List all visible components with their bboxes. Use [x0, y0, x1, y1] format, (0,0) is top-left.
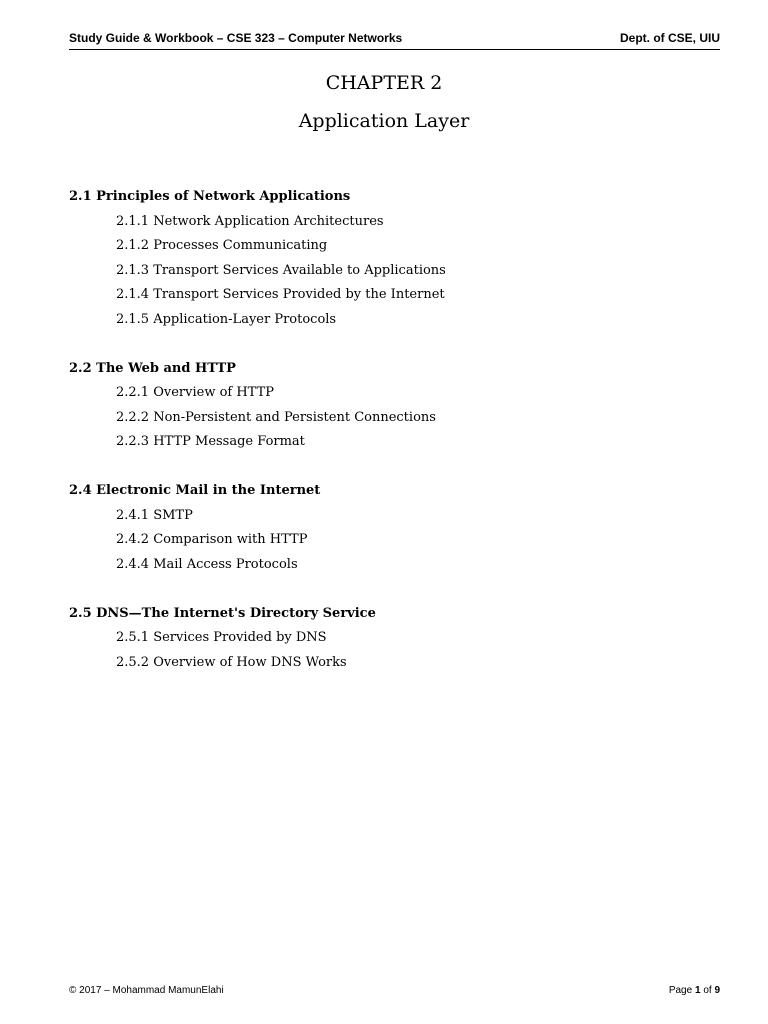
chapter-title: Application Layer — [298, 110, 470, 132]
section-title: 2.2 The Web and HTTP — [69, 360, 236, 376]
page-current: 1 — [694, 985, 701, 996]
toc-item: 2.4.4 Mail Access Protocols — [116, 556, 298, 572]
table-of-contents — [69, 185, 720, 700]
header-department: Dept. of CSE, UIU — [619, 31, 720, 45]
header-course-title: Study Guide & Workbook – CSE 323 – Computer Networks — [69, 31, 403, 45]
footer-copyright: © 2017 – Mohammad MamunElahi — [69, 985, 224, 996]
toc-section-2-5 — [69, 602, 720, 676]
toc-item: 2.4.1 SMTP — [116, 507, 193, 523]
toc-item: 2.1.2 Processes Communicating — [116, 238, 328, 253]
section-title: 2.4 Electronic Mail in the Internet — [69, 483, 321, 498]
page-header — [69, 29, 720, 50]
toc-item: 2.5.2 Overview of How DNS Works — [116, 654, 347, 670]
toc-item: 2.1.4 Transport Services Provided by the Internet — [116, 287, 445, 302]
section-title: 2.5 DNS—The Internet's Directory Service — [69, 605, 376, 621]
chapter-number: CHAPTER 2 — [325, 72, 443, 94]
toc-item: 2.1.1 Network Application Architectures — [116, 213, 384, 229]
toc-item: 2.4.2 Comparison with HTTP — [116, 532, 308, 547]
section-items — [69, 381, 720, 455]
toc-item: 2.5.1 Services Provided by DNS — [116, 630, 327, 645]
page-number — [669, 985, 720, 996]
toc-item: 2.2.1 Overview of HTTP — [116, 385, 275, 400]
section-items — [69, 210, 720, 333]
toc-section-2-2 — [69, 357, 720, 455]
page-total: 9 — [714, 985, 720, 996]
toc-item: 2.2.2 Non-Persistent and Persistent Connections — [116, 409, 436, 425]
page-of: of — [703, 985, 712, 996]
section-items — [69, 626, 720, 675]
toc-section-2-4 — [69, 479, 720, 577]
section-title: 2.1 Principles of Network Applications — [69, 189, 351, 204]
toc-section-2-1 — [69, 185, 720, 332]
toc-item: 2.2.3 HTTP Message Format — [116, 434, 305, 449]
toc-item: 2.1.3 Transport Services Available to Applications — [116, 262, 446, 278]
chapter-title-block — [0, 68, 768, 136]
toc-item: 2.1.5 Application-Layer Protocols — [116, 311, 337, 327]
page-label: Page — [668, 985, 693, 996]
section-items — [69, 504, 720, 578]
